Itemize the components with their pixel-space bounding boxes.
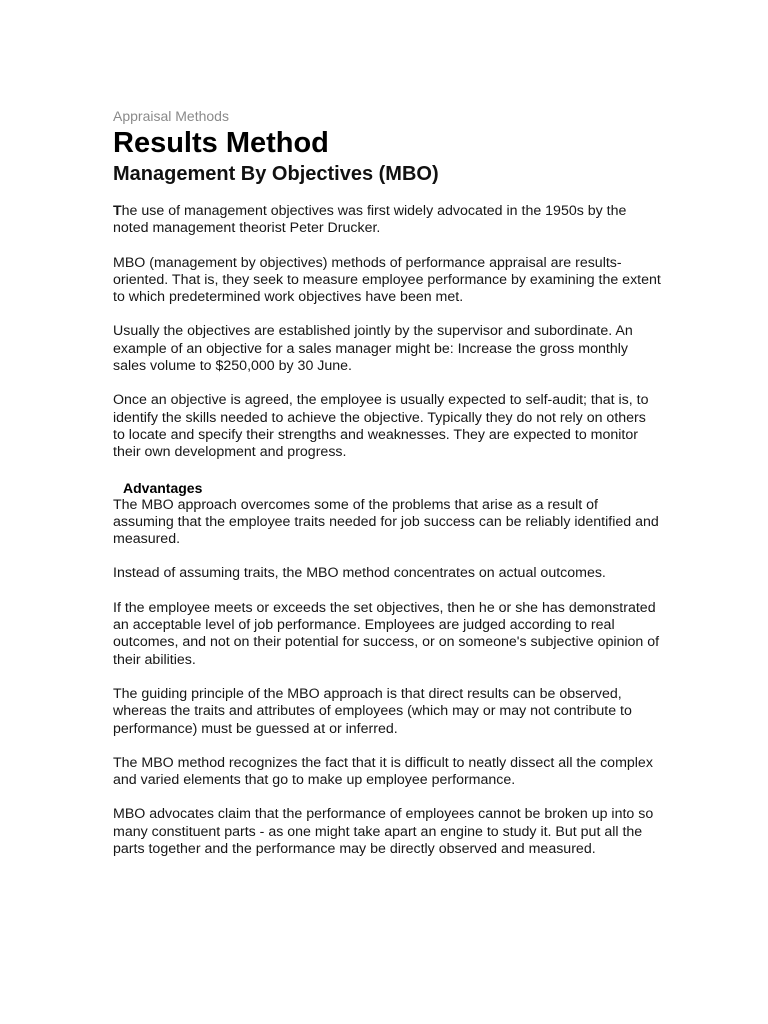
document-page (113, 107, 661, 858)
intro-paragraph (113, 203, 661, 238)
section-kicker: Appraisal Methods (113, 108, 229, 124)
body-paragraph-3: Once an objective is agreed, the employee is usually expected to self-audit; that is, to identify the skills needed to achieve the objective. Typically they do not rely on others to locate and specify their strengths and weaknesses. They are expected to monitor their own development and progress. (113, 392, 649, 461)
page-subtitle: Management By Objectives (MBO) (113, 163, 439, 185)
advantages-heading: Advantages (123, 479, 203, 496)
advantages-paragraph-4: The guiding principle of the MBO approach is that direct results can be observed, whereas the traits and attributes of employees (which may or may not contribute to performance) must be guessed at or inferred. (113, 685, 632, 737)
advantages-paragraph-2: Instead of assuming traits, the MBO method concentrates on actual outcomes. (113, 565, 606, 582)
intro-drop-letter: T (113, 203, 122, 219)
intro-paragraph-text: he use of management objectives was first widely advocated in the 1950s by the noted management theorist Peter Drucker. (113, 203, 627, 237)
body-paragraph-2: Usually the objectives are established jointly by the supervisor and subordinate. An example of an objective for a sales manager might be: Increase the gross monthly sales volume to $250,000 by 30 June. (113, 323, 633, 375)
page-title: Results Method (113, 127, 329, 159)
advantages-paragraph-1: The MBO approach overcomes some of the problems that arise as a result of assuming that the employee traits needed for job success can be reliably identified and measured. (113, 496, 659, 548)
body-paragraph-1: MBO (management by objectives) methods of performance appraisal are results-oriented. That is, they seek to measure employee performance by examining the extent to which predetermined work objectives have been met. (113, 254, 661, 306)
advantages-paragraph-6: MBO advocates claim that the performance of employees cannot be broken up into so many constituent parts - as one might take apart an engine to study it. But put all the parts together and the performance may be directly observed and measured. (113, 806, 654, 858)
advantages-paragraph-3: If the employee meets or exceeds the set objectives, then he or she has demonstrated an acceptable level of job performance. Employees are judged according to real outcomes, and not on their potential for success, or on someone's subjective opinion of their abilities. (113, 599, 660, 668)
advantages-paragraph-5: The MBO method recognizes the fact that it is difficult to neatly dissect all the complex and varied elements that go to make up employee performance. (113, 754, 653, 789)
